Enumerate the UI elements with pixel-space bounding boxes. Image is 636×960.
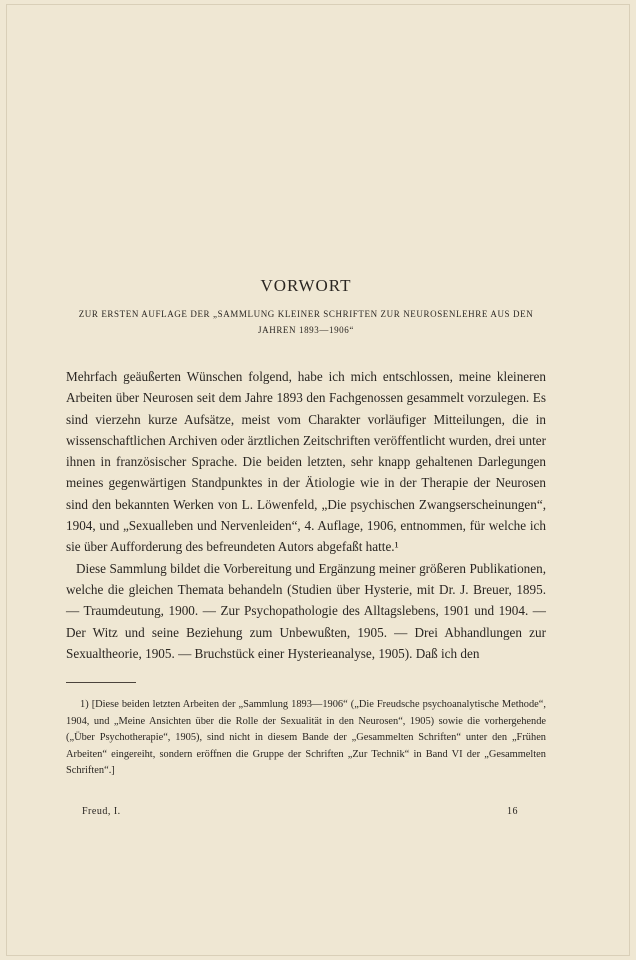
printer-signature: Freud, I.: [82, 806, 121, 817]
footnote-text: 1) [Diese beiden letzten Arbeiten der „Sammlung 1893—1906“ („Die Freudsche psychoanalytische Methode“, 1904, und „Meine Ansichten über die Rolle der Sexualität in den Neurosen“, 1905) sowie die vorhergehende („Über Psychotherapie“, 1905), sind nicht in diesem Bande der „Gesammelten Schriften“ unter den „Frühen Arbeiten“ eingereiht, sondern eröffnen die Gruppe der Schriften „Zur Technik“ in Band VI der „Gesammelten Schriften“.]: [66, 699, 546, 777]
footnote-divider: [66, 682, 136, 683]
page-title: VORWORT: [260, 276, 352, 295]
footnote: [66, 697, 546, 780]
main-text: [66, 366, 546, 664]
paragraph-2: Diese Sammlung bildet die Vorbereitung und Ergänzung meiner größeren Publikationen, welche die gleichen Themata behandeln (Studien über Hysterie, mit Dr. J. Breuer, 1895. — Traumdeutung, 1900. — Zur Psychopathologie des Alltagslebens, 1901 und 1904. — Der Witz und seine Beziehung zum Unbewußten, 1905. — Drei Abhandlungen zur Sexualtheorie, 1905. — Bruchstück einer Hysterieanalyse, 1905). Daß ich den: [66, 560, 546, 661]
page-subtitle: ZUR ERSTEN AUFLAGE DER „SAMMLUNG KLEINER SCHRIFTEN ZUR NEUROSENLEHRE AUS DEN JAHREN 1893—1906“: [78, 309, 534, 335]
page-content: [66, 276, 546, 780]
sheet-number: 16: [507, 806, 518, 817]
paragraph-1: Mehrfach geäußerten Wünschen folgend, habe ich mich entschlossen, meine kleineren Arbeiten über Neurosen seit dem Jahre 1893 den Fachgenossen gesammelt vorzulegen. Es sind vierzehn kurze Aufsätze, meist vom Charakter vorläufiger Mitteilungen, die in wissenschaftlichen Archiven oder ärztlichen Zeitschriften veröffentlicht wurden, drei unter ihnen in französischer Sprache. Die beiden letzten, sehr knapp gehaltenen Darlegungen meines gegenwärtigen Standpunktes in der Ätiologie wie in der Therapie der Neurosen sind den bekannten Werken von L. Löwenfeld, „Die psychischen Zwangserscheinungen“, 1904, und „Sexualleben und Nervenleiden“, 4. Auflage, 1906, entnommen, für welche ich sie über Aufforderung des befreundeten Autors abgefaßt hatte.¹: [66, 369, 546, 555]
page-footer: [82, 806, 518, 817]
